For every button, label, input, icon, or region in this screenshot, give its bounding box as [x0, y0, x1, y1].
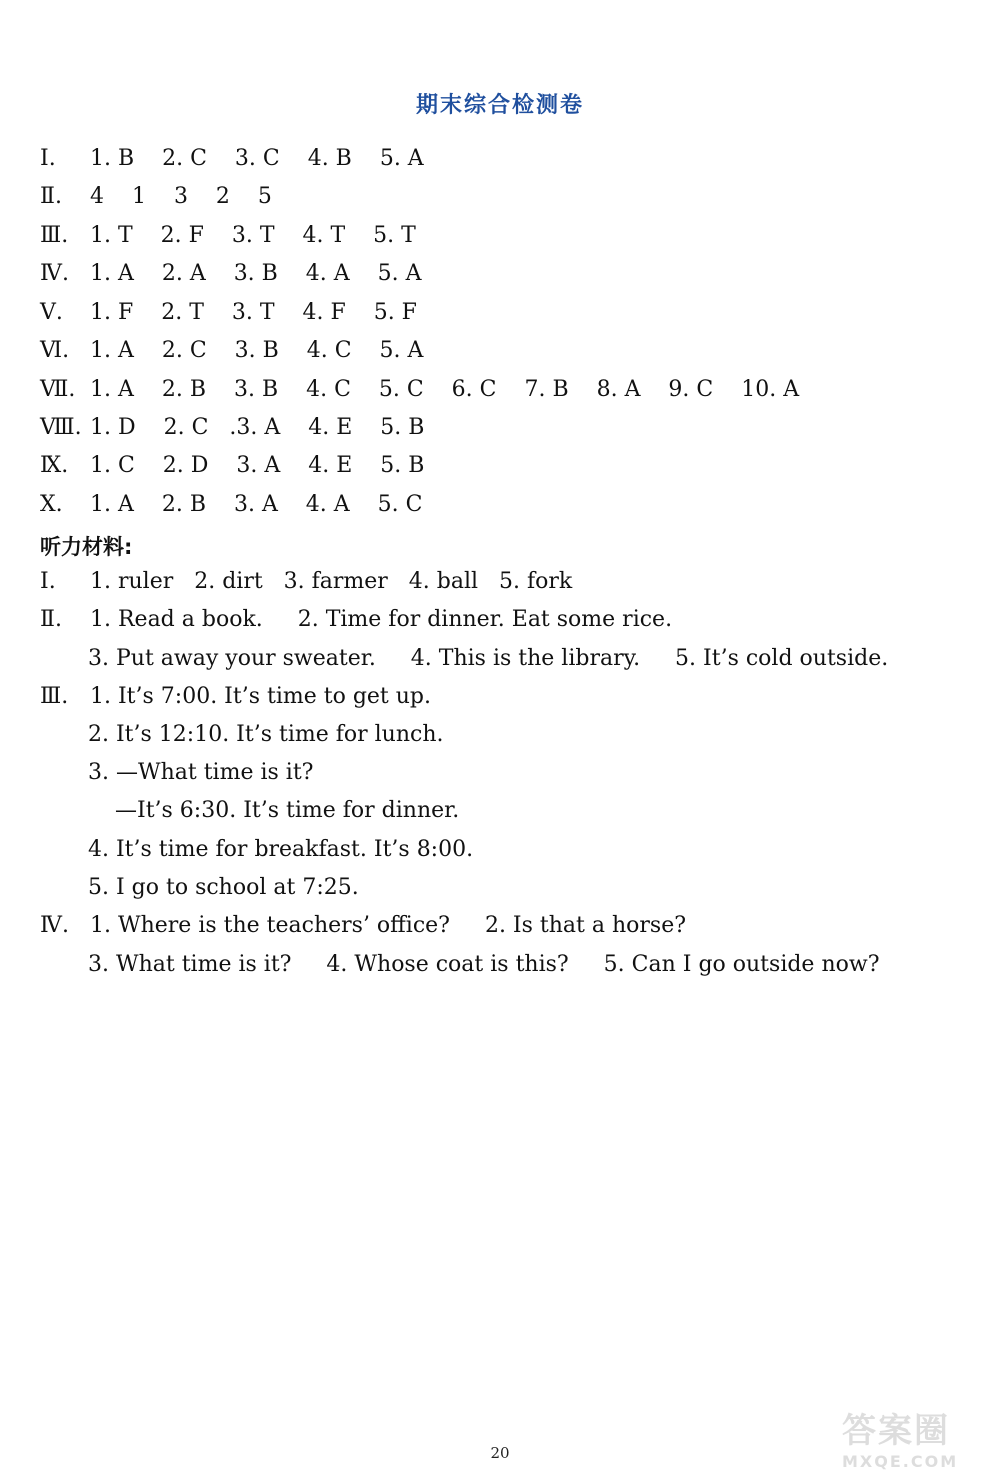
section-number: Ⅱ.: [40, 607, 62, 632]
listening-text: 1. It’s 7:00. It’s time to get up.: [90, 684, 431, 709]
answer-items: 1. C 2. D 3. A 4. E 5. B: [90, 453, 425, 478]
section-number: Ⅲ.: [40, 223, 69, 248]
section-number: Ⅰ.: [40, 569, 56, 594]
listening-row-3c: [88, 754, 313, 792]
listening-row-3a: [40, 678, 431, 716]
page-number: 20: [490, 1444, 510, 1462]
section-number: Ⅴ.: [40, 300, 63, 325]
answer-items: 1. T 2. F 3. T 4. T 5. T: [90, 223, 416, 248]
watermark-logo: [842, 1403, 982, 1471]
answer-row-6: [40, 332, 423, 370]
section-number: Ⅵ.: [40, 338, 70, 363]
answer-row-2: [40, 178, 272, 216]
listening-row-3b: [88, 716, 444, 754]
listening-row-2a: [40, 601, 672, 639]
listening-text: 4. It’s time for breakfast. It’s 8:00.: [88, 837, 474, 862]
listening-row-3e: [88, 831, 473, 869]
listening-row-4a: [40, 907, 686, 945]
listening-heading: 听力材料:: [40, 535, 133, 559]
answer-items: 4 1 3 2 5: [90, 184, 272, 209]
answer-items: 1. A 2. C 3. B 4. C 5. A: [90, 338, 424, 363]
answer-items: 1. F 2. T 3. T 4. F 5. F: [90, 300, 417, 325]
answer-row-5: [40, 294, 417, 332]
answer-row-9: [40, 447, 424, 485]
section-number: Ⅰ.: [40, 146, 56, 171]
section-number: Ⅱ.: [40, 184, 62, 209]
watermark-url: MXQE.COM: [842, 1452, 959, 1471]
section-number: Ⅳ.: [40, 913, 69, 938]
answer-items: 1. B 2. C 3. C 4. B 5. A: [90, 146, 424, 171]
listening-row-1: [40, 563, 572, 601]
answer-items: 1. A 2. A 3. B 4. A 5. A: [90, 261, 422, 286]
listening-row-3f: [88, 869, 359, 907]
page-title: 期末综合检测卷: [415, 93, 584, 118]
listening-text: 3. Put away your sweater. 4. This is the library. 5. It’s cold outside.: [88, 646, 889, 671]
section-number: Ⅶ.: [40, 377, 76, 402]
listening-text: 5. I go to school at 7:25.: [88, 875, 359, 900]
answer-items: 1. A 2. B 3. B 4. C 5. C 6. C 7. B 8. A 9. C 10. A: [90, 377, 800, 402]
answer-row-1: [40, 140, 424, 178]
listening-text: 3. —What time is it?: [88, 760, 314, 785]
listening-row-2b: [88, 640, 888, 678]
listening-text: —It’s 6:30. It’s time for dinner.: [115, 798, 460, 823]
answer-items: 1. A 2. B 3. A 4. A 5. C: [90, 492, 423, 517]
section-number: Ⅷ.: [40, 415, 82, 440]
listening-text: 1. ruler 2. dirt 3. farmer 4. ball 5. fork: [90, 569, 573, 594]
listening-text: 1. Where is the teachers’ office? 2. Is that a horse?: [90, 913, 687, 938]
answer-row-10: [40, 486, 422, 524]
watermark-text: 答案圈: [842, 1411, 950, 1451]
listening-text: 1. Read a book. 2. Time for dinner. Eat some rice.: [90, 607, 673, 632]
section-number: Ⅹ.: [40, 492, 63, 517]
answer-row-4: [40, 255, 422, 293]
listening-text: 2. It’s 12:10. It’s time for lunch.: [88, 722, 444, 747]
answer-row-8: [40, 409, 424, 447]
listening-row-4b: [88, 946, 879, 984]
listening-text: 3. What time is it? 4. Whose coat is this? 5. Can I go outside now?: [88, 952, 880, 977]
section-number: Ⅸ.: [40, 453, 69, 478]
section-number: Ⅲ.: [40, 684, 69, 709]
answer-row-7: [40, 371, 799, 409]
section-number: Ⅳ.: [40, 261, 69, 286]
answer-items: 1. D 2. C .3. A 4. E 5. B: [90, 415, 425, 440]
answer-row-3: [40, 217, 416, 255]
listening-row-3d: [115, 792, 459, 830]
